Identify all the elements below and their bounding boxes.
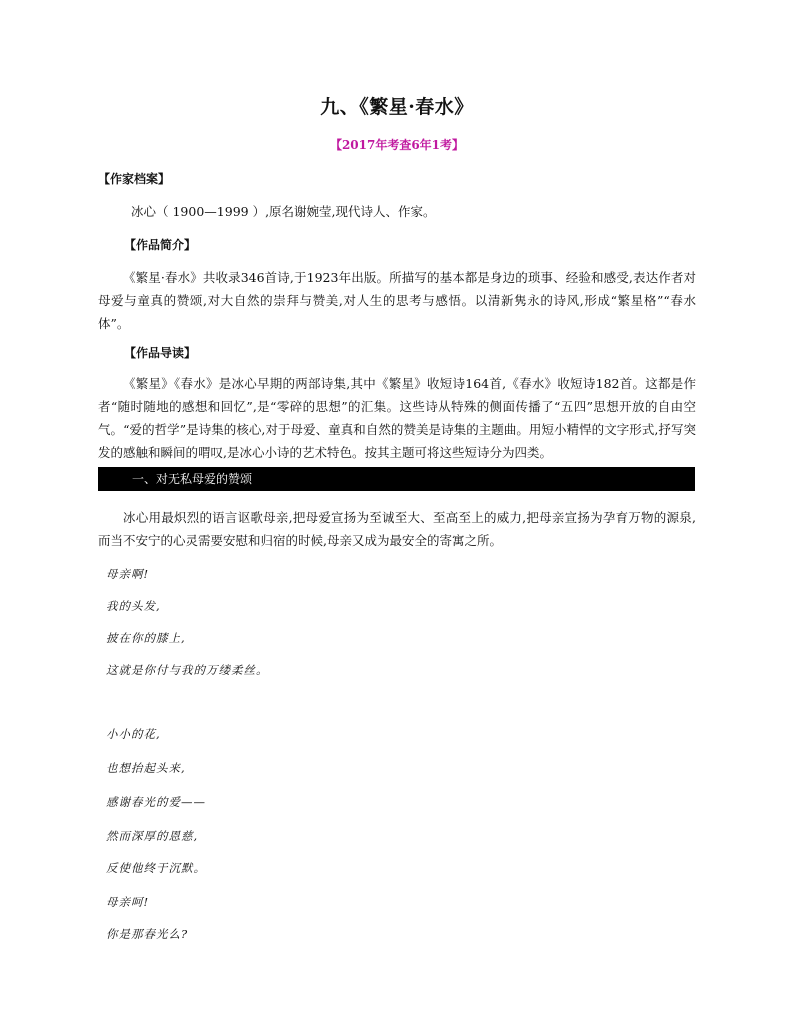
work-guide-paragraph: 《繁星》《春水》是冰心早期的两部诗集,其中《繁星》收短诗164首,《春水》收短诗182首。这都是作者“随时随地的感想和回忆”,是“零碎的思想”的汇集。这些诗从特殊的侧面传播了“五四”思想开放的自由空气。“爱的哲学”是诗集的核心,对于母爱、童真和自然的赞美是诗集的主题曲。用短小精悍的文字形式,抒写突发的感触和瞬间的喟叹,是冰心小诗的艺术特色。按其主题可将这些短诗分为四类。 — [98, 376, 696, 460]
poem-line: 反使他终于沉默。 — [106, 861, 206, 875]
poem-line: 这就是你付与我的万缕柔丝。 — [106, 663, 269, 677]
poem-line: 然而深厚的恩慈, — [106, 829, 199, 843]
exam-frequency-note: 【2017年考查6年1考】 — [329, 138, 465, 152]
poem-line: 小小的花, — [106, 727, 161, 741]
poem-line: 感谢春光的爱—— — [106, 795, 206, 809]
poem-line: 母亲呵! — [106, 895, 150, 909]
section-one-text — [98, 506, 696, 552]
work-intro-paragraph: 《繁星·春水》共收录346首诗,于1923年出版。所描写的基本都是身边的琐事、经验和感受,表达作者对母爱与童真的赞颂,对大自然的崇拜与赞美,对人生的思考与感悟。以清新隽永的诗风,形成“繁星格”“春水体”。 — [98, 270, 696, 331]
poem-line: 我的头发, — [106, 599, 161, 613]
work-intro-text — [98, 266, 696, 335]
page-title: 九、《繁星·春水》 — [320, 96, 474, 118]
author-profile-label: 【作家档案】 — [98, 172, 171, 186]
work-intro-label: 【作品简介】 — [124, 238, 197, 252]
work-guide-label: 【作品导读】 — [124, 346, 197, 360]
work-guide-text — [98, 372, 696, 464]
section-one-paragraph: 冰心用最炽烈的语言讴歌母亲,把母爱宣扬为至诚至大、至高至上的威力,把母亲宣扬为孕育万物的源泉,而当不安宁的心灵需要安慰和归宿的时候,母亲又成为最安全的寄寓之所。 — [98, 510, 696, 548]
author-profile-text — [106, 200, 696, 223]
author-profile-paragraph: 冰心（ 1900—1999 ）,原名谢婉莹,现代诗人、作家。 — [131, 204, 436, 219]
poem-line: 也想抬起头来, — [106, 761, 186, 775]
poem-line: 披在你的膝上, — [106, 631, 186, 645]
section-heading-band: 一、对无私母爱的赞颂 — [98, 467, 695, 491]
poem-line: 母亲啊! — [106, 567, 150, 581]
poem-line: 你是那春光么? — [106, 927, 189, 941]
